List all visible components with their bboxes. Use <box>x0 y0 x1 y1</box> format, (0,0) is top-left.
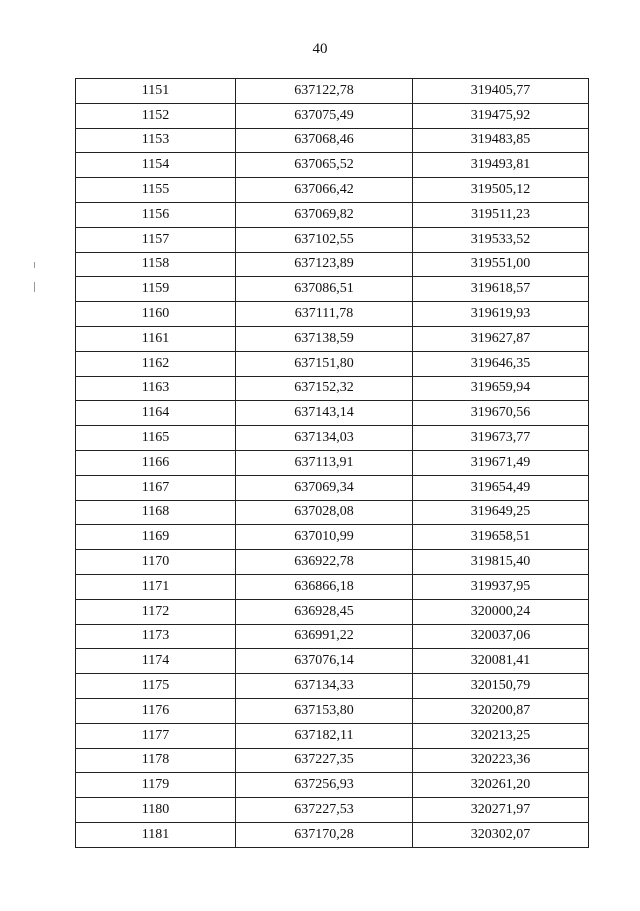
page-number: 40 <box>312 41 328 57</box>
point-number-cell: 1158 <box>76 252 236 277</box>
y-coordinate-cell: 319618,57 <box>413 277 589 302</box>
y-coordinate-cell: 319815,40 <box>413 550 589 575</box>
x-coordinate-cell: 637069,82 <box>236 202 413 227</box>
x-coordinate-cell: 637102,55 <box>236 227 413 252</box>
table-row <box>76 79 589 104</box>
x-coordinate-cell: 637182,11 <box>236 723 413 748</box>
point-number-cell: 1171 <box>76 574 236 599</box>
table-row <box>76 153 589 178</box>
x-coordinate-cell: 637256,93 <box>236 773 413 798</box>
y-coordinate-cell: 320037,06 <box>413 624 589 649</box>
x-coordinate-cell: 637066,42 <box>236 178 413 203</box>
table-row <box>76 550 589 575</box>
point-number-cell: 1172 <box>76 599 236 624</box>
x-coordinate-cell: 637069,34 <box>236 475 413 500</box>
table-row <box>76 773 589 798</box>
x-coordinate-cell: 637170,28 <box>236 822 413 847</box>
table-row <box>76 202 589 227</box>
point-number-cell: 1176 <box>76 698 236 723</box>
y-coordinate-cell: 320081,41 <box>413 649 589 674</box>
x-coordinate-cell: 637227,35 <box>236 748 413 773</box>
table-row <box>76 376 589 401</box>
y-coordinate-cell: 319627,87 <box>413 326 589 351</box>
table-row <box>76 351 589 376</box>
point-number-cell: 1178 <box>76 748 236 773</box>
coordinates-table-body <box>76 79 589 848</box>
point-number-cell: 1157 <box>76 227 236 252</box>
y-coordinate-cell: 319659,94 <box>413 376 589 401</box>
table-row <box>76 128 589 153</box>
x-coordinate-cell: 637028,08 <box>236 500 413 525</box>
point-number-cell: 1180 <box>76 798 236 823</box>
x-coordinate-cell: 637153,80 <box>236 698 413 723</box>
table-row <box>76 574 589 599</box>
point-number-cell: 1153 <box>76 128 236 153</box>
point-number-cell: 1177 <box>76 723 236 748</box>
table-row <box>76 649 589 674</box>
table-row <box>76 227 589 252</box>
table-row <box>76 599 589 624</box>
point-number-cell: 1160 <box>76 302 236 327</box>
table-row <box>76 624 589 649</box>
y-coordinate-cell: 319658,51 <box>413 525 589 550</box>
table-row <box>76 450 589 475</box>
table-row <box>76 252 589 277</box>
point-number-cell: 1154 <box>76 153 236 178</box>
table-row <box>76 822 589 847</box>
table-row <box>76 674 589 699</box>
y-coordinate-cell: 319405,77 <box>413 79 589 104</box>
y-coordinate-cell: 319505,12 <box>413 178 589 203</box>
point-number-cell: 1179 <box>76 773 236 798</box>
x-coordinate-cell: 636922,78 <box>236 550 413 575</box>
y-coordinate-cell: 320000,24 <box>413 599 589 624</box>
x-coordinate-cell: 637151,80 <box>236 351 413 376</box>
table-row <box>76 525 589 550</box>
table-row <box>76 178 589 203</box>
x-coordinate-cell: 637068,46 <box>236 128 413 153</box>
y-coordinate-cell: 320261,20 <box>413 773 589 798</box>
y-coordinate-cell: 319673,77 <box>413 426 589 451</box>
x-coordinate-cell: 637138,59 <box>236 326 413 351</box>
point-number-cell: 1174 <box>76 649 236 674</box>
point-number-cell: 1159 <box>76 277 236 302</box>
y-coordinate-cell: 319619,93 <box>413 302 589 327</box>
x-coordinate-cell: 637134,33 <box>236 674 413 699</box>
coordinates-table <box>75 78 589 848</box>
y-coordinate-cell: 320271,97 <box>413 798 589 823</box>
point-number-cell: 1156 <box>76 202 236 227</box>
x-coordinate-cell: 636928,45 <box>236 599 413 624</box>
y-coordinate-cell: 319533,52 <box>413 227 589 252</box>
x-coordinate-cell: 637086,51 <box>236 277 413 302</box>
point-number-cell: 1167 <box>76 475 236 500</box>
x-coordinate-cell: 637227,53 <box>236 798 413 823</box>
table-row <box>76 302 589 327</box>
y-coordinate-cell: 320150,79 <box>413 674 589 699</box>
table-row <box>76 500 589 525</box>
table-row <box>76 401 589 426</box>
y-coordinate-cell: 320302,07 <box>413 822 589 847</box>
table-row <box>76 475 589 500</box>
point-number-cell: 1168 <box>76 500 236 525</box>
y-coordinate-cell: 319671,49 <box>413 450 589 475</box>
x-coordinate-cell: 637076,14 <box>236 649 413 674</box>
y-coordinate-cell: 319483,85 <box>413 128 589 153</box>
margin-scan-mark <box>34 282 35 292</box>
y-coordinate-cell: 319937,95 <box>413 574 589 599</box>
x-coordinate-cell: 637065,52 <box>236 153 413 178</box>
x-coordinate-cell: 637143,14 <box>236 401 413 426</box>
point-number-cell: 1151 <box>76 79 236 104</box>
point-number-cell: 1152 <box>76 103 236 128</box>
point-number-cell: 1163 <box>76 376 236 401</box>
point-number-cell: 1155 <box>76 178 236 203</box>
point-number-cell: 1173 <box>76 624 236 649</box>
y-coordinate-cell: 320213,25 <box>413 723 589 748</box>
point-number-cell: 1164 <box>76 401 236 426</box>
y-coordinate-cell: 319670,56 <box>413 401 589 426</box>
x-coordinate-cell: 637123,89 <box>236 252 413 277</box>
point-number-cell: 1175 <box>76 674 236 699</box>
point-number-cell: 1165 <box>76 426 236 451</box>
y-coordinate-cell: 320200,87 <box>413 698 589 723</box>
table-row <box>76 277 589 302</box>
table-row <box>76 798 589 823</box>
x-coordinate-cell: 637113,91 <box>236 450 413 475</box>
table-row <box>76 426 589 451</box>
x-coordinate-cell: 637152,32 <box>236 376 413 401</box>
y-coordinate-cell: 319646,35 <box>413 351 589 376</box>
x-coordinate-cell: 637075,49 <box>236 103 413 128</box>
x-coordinate-cell: 637134,03 <box>236 426 413 451</box>
x-coordinate-cell: 636991,22 <box>236 624 413 649</box>
point-number-cell: 1166 <box>76 450 236 475</box>
x-coordinate-cell: 637111,78 <box>236 302 413 327</box>
table-row <box>76 748 589 773</box>
table-row <box>76 698 589 723</box>
y-coordinate-cell: 319511,23 <box>413 202 589 227</box>
point-number-cell: 1181 <box>76 822 236 847</box>
x-coordinate-cell: 636866,18 <box>236 574 413 599</box>
table-row <box>76 326 589 351</box>
point-number-cell: 1169 <box>76 525 236 550</box>
y-coordinate-cell: 319493,81 <box>413 153 589 178</box>
margin-scan-mark <box>34 262 35 268</box>
x-coordinate-cell: 637010,99 <box>236 525 413 550</box>
y-coordinate-cell: 319654,49 <box>413 475 589 500</box>
point-number-cell: 1162 <box>76 351 236 376</box>
y-coordinate-cell: 319649,25 <box>413 500 589 525</box>
x-coordinate-cell: 637122,78 <box>236 79 413 104</box>
point-number-cell: 1161 <box>76 326 236 351</box>
point-number-cell: 1170 <box>76 550 236 575</box>
y-coordinate-cell: 319551,00 <box>413 252 589 277</box>
y-coordinate-cell: 319475,92 <box>413 103 589 128</box>
table-row <box>76 723 589 748</box>
table-row <box>76 103 589 128</box>
y-coordinate-cell: 320223,36 <box>413 748 589 773</box>
